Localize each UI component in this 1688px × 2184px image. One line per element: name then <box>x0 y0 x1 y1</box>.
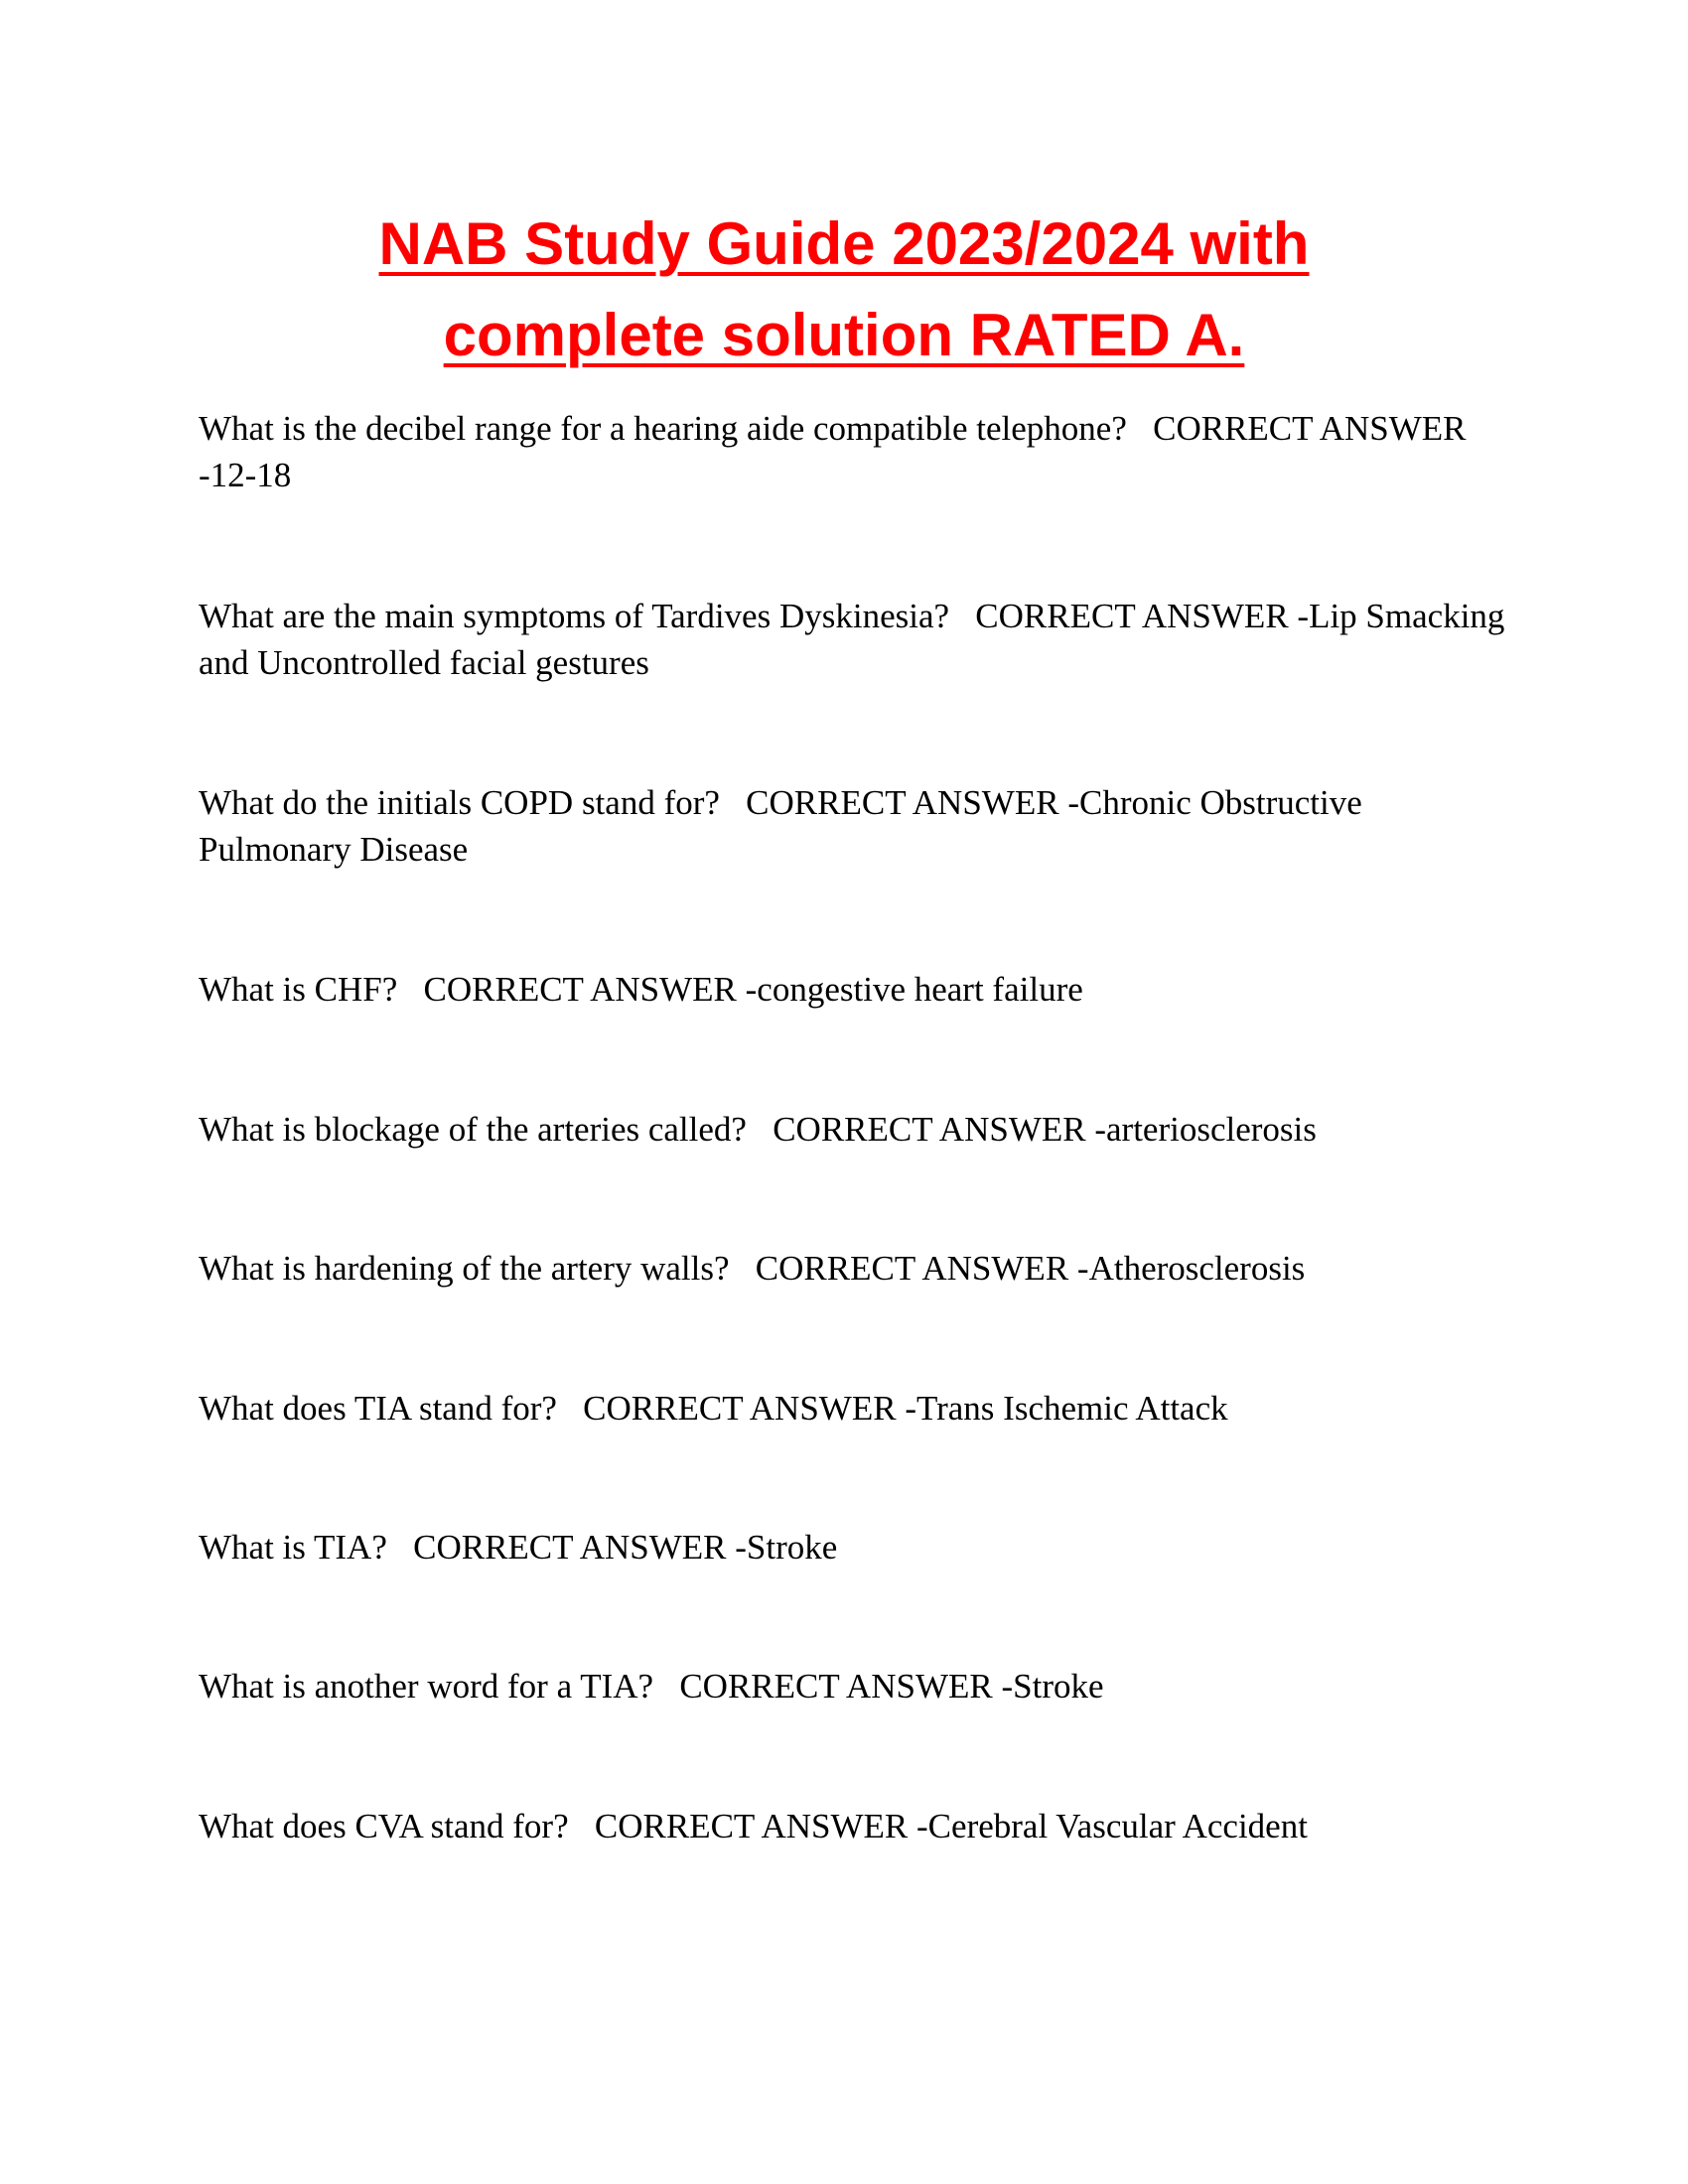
question-text: What does CVA stand for? <box>199 1807 569 1845</box>
qa-item <box>199 593 1509 686</box>
answer-label: CORRECT ANSWER <box>1153 409 1467 448</box>
qa-item <box>199 1245 1509 1292</box>
answer-text: -Chronic Obstructive Pulmonary Disease <box>199 783 1362 869</box>
answer-label: CORRECT ANSWER <box>413 1528 727 1567</box>
answer-label: CORRECT ANSWER <box>594 1807 909 1845</box>
question-text: What does TIA stand for? <box>199 1389 557 1428</box>
qa-item <box>199 1385 1509 1432</box>
question-text: What do the initials COPD stand for? <box>199 783 720 822</box>
qa-item <box>199 1803 1509 1849</box>
document-title <box>199 199 1489 381</box>
answer-text: -12-18 <box>199 456 292 494</box>
answer-label: CORRECT ANSWER <box>423 970 737 1009</box>
answer-text: -Stroke <box>735 1528 838 1567</box>
qa-item <box>199 1524 1509 1570</box>
title-line-1: NAB Study Guide 2023/2024 with <box>378 210 1310 277</box>
answer-text: -Lip Smacking and Uncontrolled facial gestures <box>199 597 1505 682</box>
qa-item <box>199 966 1509 1013</box>
question-text: What is blockage of the arteries called? <box>199 1110 747 1149</box>
question-text: What is another word for a TIA? <box>199 1667 654 1706</box>
answer-label: CORRECT ANSWER <box>755 1249 1069 1288</box>
question-text: What is CHF? <box>199 970 398 1009</box>
question-text: What are the main symptoms of Tardives Dyskinesia? <box>199 597 950 635</box>
qa-item <box>199 779 1509 873</box>
question-text: What is hardening of the artery walls? <box>199 1249 730 1288</box>
question-text: What is TIA? <box>199 1528 387 1567</box>
answer-text: -Cerebral Vascular Accident <box>916 1807 1308 1845</box>
answer-text: -Atherosclerosis <box>1076 1249 1306 1288</box>
answer-text: -congestive heart failure <box>745 970 1083 1009</box>
qa-item <box>199 1663 1509 1709</box>
answer-label: CORRECT ANSWER <box>773 1110 1086 1149</box>
answer-label: CORRECT ANSWER <box>746 783 1059 822</box>
answer-text: -arteriosclerosis <box>1094 1110 1317 1149</box>
answer-text: -Trans Ischemic Attack <box>905 1389 1228 1428</box>
question-text: What is the decibel range for a hearing aide compatible telephone? <box>199 409 1127 448</box>
answer-label: CORRECT ANSWER <box>583 1389 897 1428</box>
qa-item <box>199 405 1509 498</box>
qa-item <box>199 1106 1509 1153</box>
answer-label: CORRECT ANSWER <box>975 597 1289 635</box>
answer-text: -Stroke <box>1001 1667 1104 1706</box>
title-line-2: complete solution RATED A. <box>443 302 1245 368</box>
answer-label: CORRECT ANSWER <box>679 1667 993 1706</box>
